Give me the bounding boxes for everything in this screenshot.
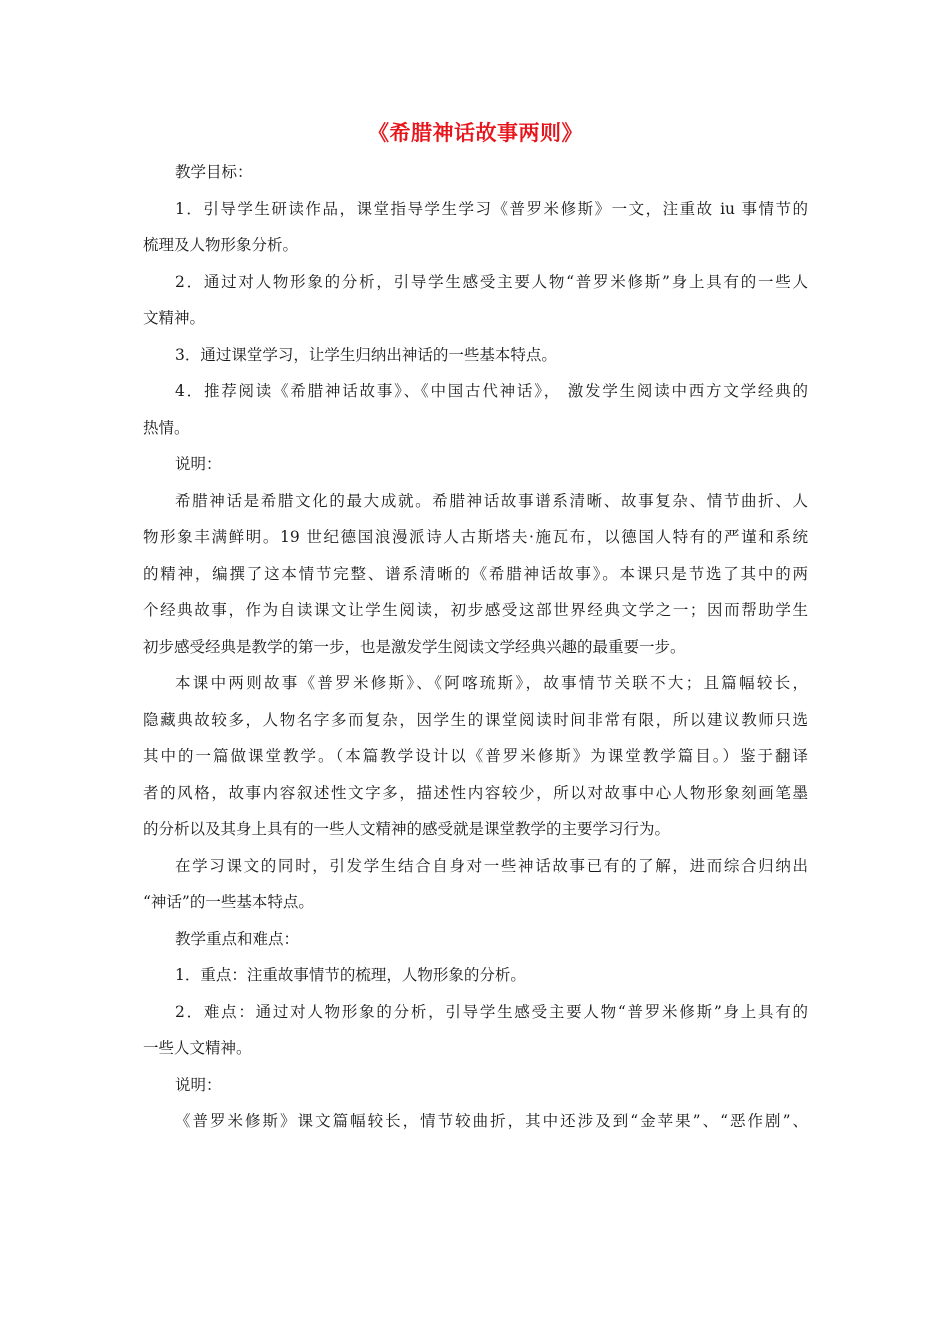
- text-line: 《普罗米修斯》课文篇幅较长，情节较曲折，其中还涉及到“金苹果”、“恶作剧”、: [175, 1112, 808, 1130]
- text-line: 在学习课文的同时，引发学生结合自身对一些神话故事已有的了解，进而综合归纳出: [175, 856, 808, 875]
- text-line: 个经典故事，作为自读课文让学生阅读，初步感受这部世界经典文学之一；因而帮助学生: [143, 601, 808, 619]
- document-body: [143, 154, 808, 1140]
- text-line: 梳理及人物形象分析。: [143, 236, 299, 254]
- text-line: 说明：: [175, 455, 222, 473]
- text-line: 热情。: [143, 418, 190, 437]
- text-line: 说明：: [175, 1075, 222, 1094]
- document-page: [143, 118, 808, 1140]
- text-line: 物形象丰满鲜明。19 世纪德国浪漫派诗人古斯塔夫·施瓦布，以德国人特有的严谨和系统: [143, 528, 808, 546]
- text-line: 4．推荐阅读《希腊神话故事》、《中国古代神话》， 激发学生阅读中西方文学经典的: [175, 382, 808, 400]
- text-line: 文精神。: [143, 309, 206, 327]
- text-line: 初步感受经典是教学的第一步，也是激发学生阅读文学经典兴趣的最重要一步。: [143, 637, 686, 656]
- text-line: 教学目标：: [175, 163, 253, 181]
- text-line: 2．难点：通过对人物形象的分析，引导学生感受主要人物“普罗米修斯”身上具有的: [175, 1002, 808, 1021]
- document-title: 《希腊神话故事两则》: [368, 120, 583, 145]
- text-line: 希腊神话是希腊文化的最大成就。希腊神话故事谱系清晰、故事复杂、情节曲折、人: [175, 491, 808, 510]
- text-line: 一些人文精神。: [143, 1039, 252, 1057]
- text-line: 其中的一篇做课堂教学。（本篇教学设计以《普罗米修斯》为课堂教学篇目。）鉴于翻译: [143, 747, 808, 765]
- text-line: 者的风格，故事内容叙述性文字多，描述性内容较少，所以对故事中心人物形象刻画笔墨: [143, 783, 808, 802]
- text-line: 1．重点：注重故事情节的梳理，人物形象的分析。: [175, 966, 526, 984]
- text-line: 的分析以及其身上具有的一些人文精神的感受就是课堂教学的主要学习行为。: [143, 820, 671, 838]
- text-line: “神话”的一些基本特点。: [143, 893, 314, 911]
- text-line: 本课中两则故事《普罗米修斯》、《阿喀琉斯》，故事情节关联不大；且篇幅较长，: [175, 674, 808, 692]
- text-line: 隐藏典故较多，人物名字多而复杂，因学生的课堂阅读时间非常有限，所以建议教师只选: [143, 710, 808, 729]
- text-line: 1．引导学生研读作品，课堂指导学生学习《普罗米修斯》一文，注重故 iu 事情节的: [175, 199, 808, 218]
- text-line: 3．通过课堂学习，让学生归纳出神话的一些基本特点。: [175, 345, 557, 364]
- text-line: 的精神，编撰了这本情节完整、谱系清晰的《希腊神话故事》。本课只是节选了其中的两: [143, 564, 808, 583]
- text-line: 教学重点和难点：: [175, 929, 300, 948]
- text-line: 2．通过对人物形象的分析，引导学生感受主要人物“普罗米修斯”身上具有的一些人: [175, 272, 808, 291]
